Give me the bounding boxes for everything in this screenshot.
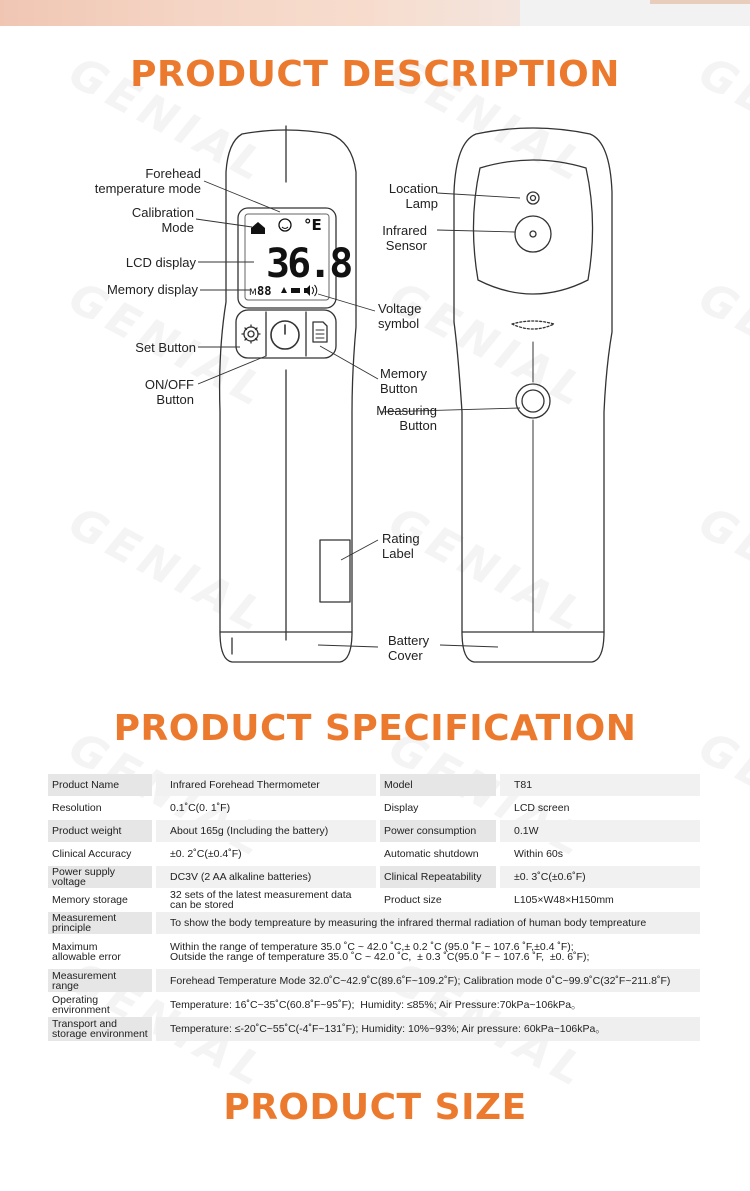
spec-value: L105×W48×H150mm xyxy=(514,894,614,906)
spec-label: Memory storage xyxy=(52,894,128,906)
spec-row xyxy=(48,889,700,911)
label-forehead-mode: Forehead temperature mode xyxy=(94,166,201,196)
spec-value: DC3V (2 AA alkaline batteries) xyxy=(156,866,376,888)
spec-label: Power supply voltage xyxy=(48,866,152,888)
spec-value: Within 60s xyxy=(514,848,564,860)
spec-label: Transport and storage environment xyxy=(48,1017,152,1041)
spec-label: Maximum allowable error xyxy=(52,941,121,963)
spec-value: 0.1˚C(0. 1˚F) xyxy=(170,802,231,814)
spec-row xyxy=(48,866,700,888)
label-voltage-symbol: Voltage symbol xyxy=(378,301,422,331)
spec-row xyxy=(48,774,700,796)
label-battery-cover: Battery Cover xyxy=(388,633,430,663)
label-lcd-display: LCD display xyxy=(125,255,196,270)
spec-label: Measurement principle xyxy=(48,912,152,934)
spec-label: Clinical Repeatability xyxy=(380,866,496,888)
spec-label: Clinical Accuracy xyxy=(52,848,132,860)
spec-row xyxy=(48,843,700,865)
lcd-unit: °E xyxy=(304,216,322,234)
product-diagram xyxy=(0,112,750,672)
lcd-memory-digits: 88 xyxy=(257,284,272,298)
spec-row xyxy=(48,797,700,819)
spec-value: T81 xyxy=(500,774,700,796)
spec-label: Model xyxy=(380,774,496,796)
skin-photo-fragment-right xyxy=(650,0,750,4)
spec-label: Product Name xyxy=(48,774,152,796)
label-measuring-button: Measuring Button xyxy=(376,403,437,433)
spec-value: About 165g (Including the battery) xyxy=(156,820,376,842)
measuring-button-drawing xyxy=(516,384,550,418)
infrared-sensor-drawing xyxy=(515,216,551,252)
top-photo-strip xyxy=(0,0,750,26)
label-memory-display: Memory display xyxy=(106,282,198,297)
spec-value: Temperature: ≤-20˚C~55˚C(-4˚F~131˚F); Humidity: 10%~93%; Air pressure: 60kPa~106kPa。 xyxy=(170,1023,606,1035)
label-rating-label: Rating Label xyxy=(382,531,420,561)
spec-label: Product size xyxy=(384,894,442,906)
spec-row xyxy=(48,1017,700,1041)
spec-value: 32 sets of the latest measurement data can be stored xyxy=(170,889,352,911)
lcd-memory-prefix: M xyxy=(249,288,257,298)
spec-row xyxy=(48,912,700,934)
spec-row xyxy=(48,820,700,842)
spec-value: 0.1W xyxy=(500,820,700,842)
spec-label: Display xyxy=(384,802,419,814)
spec-label: Power consumption xyxy=(380,820,496,842)
spec-label: Operating environment xyxy=(52,994,110,1016)
lcd-temperature: 36.8 xyxy=(266,241,351,287)
spec-value: Within the range of temperature 35.0 ˚C ~ 42.0 ˚C,± 0.2 ˚C (95.0 ˚F ~ 107.6 ˚F,±0.4 ˚F); Outside the range of temperature 35.0 ˚C ~ 42.0 ˚C, ± 0.3 ˚C(95.0 ˚F ~ 107.6 ˚F, ±0. 6˚F); xyxy=(170,941,590,963)
location-lamp-drawing xyxy=(527,192,539,204)
label-infrared-sensor: Infrared Sensor xyxy=(382,223,427,253)
spec-label: Automatic shutdown xyxy=(384,848,479,860)
label-set-button: Set Button xyxy=(135,340,196,355)
spec-label: Measurement range xyxy=(48,969,152,992)
spec-row xyxy=(48,969,700,992)
label-calibration-mode: Calibration Mode xyxy=(131,205,194,235)
spec-label: Product weight xyxy=(48,820,152,842)
label-on-off-button: ON/OFF Button xyxy=(144,377,194,407)
spec-value: Infrared Forehead Thermometer xyxy=(156,774,376,796)
spec-value: ±0. 2˚C(±0.4˚F) xyxy=(170,848,242,860)
product-specification-title: PRODUCT SPECIFICATION xyxy=(113,708,637,749)
front-body-outline xyxy=(220,130,356,662)
spec-value: Temperature: 16˚C~35˚C(60.8˚F~95˚F); Humidity: ≤85%; Air Pressure:70kPa~106kPa。 xyxy=(170,999,582,1011)
spec-value: To show the body tempreature by measuring the infrared thermal radiation of human body tempreature xyxy=(170,917,647,929)
spec-label: Resolution xyxy=(52,802,102,814)
spec-row xyxy=(48,994,700,1016)
product-description-title: PRODUCT DESCRIPTION xyxy=(130,54,620,95)
spec-value: ±0. 3˚C(±0.6˚F) xyxy=(500,866,700,888)
spec-row xyxy=(48,936,700,968)
label-location-lamp: Location Lamp xyxy=(388,181,438,211)
spec-value: Forehead Temperature Mode 32.0˚C~42.9˚C(89.6˚F~109.2˚F); Calibration mode 0˚C~99.9˚C(32˚F~211.8˚F) xyxy=(170,974,671,987)
product-size-title: PRODUCT SIZE xyxy=(223,1087,527,1128)
spec-value: LCD screen xyxy=(514,802,570,814)
skin-photo-fragment xyxy=(0,0,520,26)
label-memory-button: Memory Button xyxy=(380,366,427,396)
